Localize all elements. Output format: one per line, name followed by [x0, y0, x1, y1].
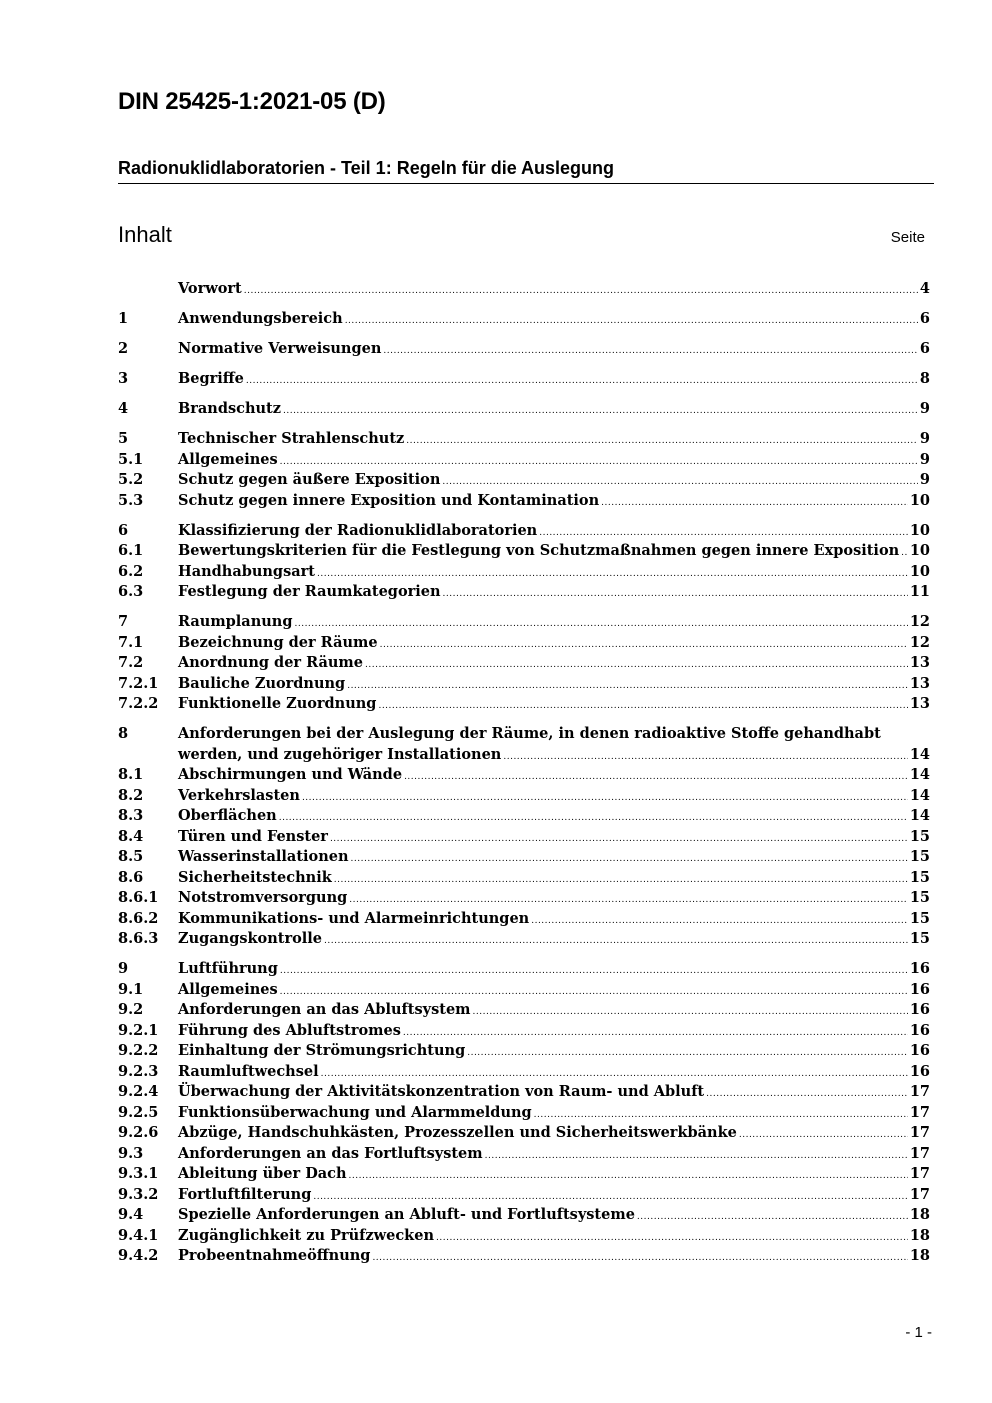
toc-entry-title: werden, und zugehöriger Installationen [178, 745, 502, 763]
toc-entry-title: Schutz gegen innere Exposition und Kontamination [178, 491, 600, 509]
toc-entry-number: 9.2.6 [118, 1124, 159, 1141]
toc-dot-leader [403, 1023, 908, 1044]
toc-entry-number: 4 [118, 400, 129, 417]
toc-entry-page: 18 [909, 1247, 930, 1264]
toc-entry[interactable] [118, 279, 930, 300]
toc-entry-page: 13 [909, 674, 930, 692]
toc-entry[interactable] [118, 1041, 930, 1062]
toc-dot-leader [345, 311, 918, 332]
toc-entry[interactable] [118, 1226, 930, 1247]
toc-entry[interactable] [118, 724, 930, 765]
toc-dot-leader [283, 401, 918, 422]
toc-entry-page: 17 [909, 1185, 930, 1203]
toc-entry-number: 7.2.1 [118, 674, 159, 692]
toc-entry-title: Technischer Strahlenschutz [178, 430, 405, 447]
toc-entry-page: 17 [909, 1083, 930, 1100]
toc-entry-title: Einhaltung der Strömungsrichtung [178, 1042, 466, 1059]
toc-entry-title: Überwachung der Aktivitätskonzentration von Raum- und Abluft [178, 1083, 705, 1100]
toc-entry-title: Klassifizierung der Radionuklidlaboratorien [178, 521, 538, 539]
toc-entry[interactable] [118, 450, 930, 471]
toc-entry[interactable] [118, 1103, 930, 1124]
toc-entry-page: 13 [909, 695, 930, 712]
toc-entry-title: Brandschutz [178, 400, 281, 417]
toc-entry-title: Sicherheitstechnik [178, 868, 332, 886]
toc-dot-leader [347, 676, 908, 697]
toc-dot-leader [280, 982, 908, 1003]
toc-dot-leader [280, 961, 908, 982]
toc-dot-leader [442, 472, 918, 493]
toc-dot-leader [901, 543, 908, 564]
toc-entry-title: Fortluftfilterung [178, 1185, 312, 1203]
toc-entry[interactable] [118, 369, 930, 390]
toc-entry[interactable] [118, 806, 930, 827]
toc-entry[interactable] [118, 1164, 930, 1185]
toc-entry-title: Bauliche Zuordnung [178, 674, 346, 692]
toc-entry-number: 7.2 [118, 654, 144, 671]
toc-dot-leader [637, 1207, 908, 1228]
toc-dot-leader [383, 341, 918, 362]
toc-entry-page: 8 [919, 370, 930, 387]
toc-dot-leader [404, 767, 908, 788]
toc-entry-page: 15 [909, 909, 930, 927]
toc-entry-page: 18 [909, 1206, 930, 1223]
toc-dot-leader [372, 1248, 907, 1269]
toc-entry-page: 17 [909, 1103, 930, 1121]
toc-entry-title: Allgemeines [178, 980, 278, 998]
toc-entry-title: Funktionsüberwachung und Alarmmeldung [178, 1103, 532, 1121]
toc-entry-title: Spezielle Anforderungen an Abluft- und Fortluftsysteme [178, 1206, 635, 1223]
toc-entry[interactable] [118, 1246, 930, 1267]
toc-dot-leader [601, 493, 908, 514]
toc-entry[interactable] [118, 765, 930, 786]
toc-entry-page: 17 [909, 1144, 930, 1162]
toc-entry-number: 9.4 [118, 1206, 144, 1223]
toc-entry[interactable] [118, 1205, 930, 1226]
toc-entry-title: Abschirmungen und Wände [178, 766, 403, 783]
toc-entry-page: 16 [909, 1021, 930, 1039]
toc-entry-title: Anforderungen bei der Auslegung der Räume, in denen radioaktive Stoffe gehandhabt [178, 725, 881, 742]
toc-entry-title: Normative Verweisungen [178, 340, 382, 357]
toc-entry-number: 8.3 [118, 807, 144, 824]
toc-entry-title: Begriffe [178, 370, 244, 387]
toc-entry[interactable] [118, 909, 930, 930]
toc-entry-page: 15 [909, 827, 930, 845]
toc-entry-title: Raumluftwechsel [178, 1062, 319, 1080]
toc-entry-title: Funktionelle Zuordnung [178, 695, 377, 712]
toc-entry[interactable] [118, 694, 930, 715]
toc-entry-page: 10 [909, 542, 930, 559]
toc-entry-number: 5.1 [118, 450, 144, 468]
toc-entry[interactable] [118, 541, 930, 562]
toc-entry[interactable] [118, 1144, 930, 1165]
toc-entry-number: 9.2.1 [118, 1021, 159, 1039]
toc-entry-title: Wasserinstallationen [178, 848, 349, 865]
toc-entry-title: Vorwort [178, 280, 242, 297]
toc-entry-page: 11 [909, 583, 930, 600]
toc-entry-page: 16 [909, 980, 930, 998]
toc-entry-title: Notstromversorgung [178, 889, 348, 906]
toc-entry-page: 9 [919, 400, 930, 417]
toc-dot-leader [539, 523, 908, 544]
toc-entry-number: 9.2.5 [118, 1103, 159, 1121]
toc-entry-number: 7.2.2 [118, 695, 159, 712]
toc-dot-leader [473, 1002, 908, 1023]
toc-entry-page: 18 [909, 1226, 930, 1244]
toc-entry-title: Raumplanung [178, 613, 293, 630]
toc-entry-page: 9 [919, 430, 930, 447]
toc-entry-page: 6 [919, 310, 930, 327]
toc-dot-leader [302, 788, 908, 809]
toc-entry[interactable] [118, 612, 930, 633]
toc-entry-number: 2 [118, 340, 129, 357]
toc-dot-leader [317, 564, 908, 585]
toc-entry-number: 1 [118, 310, 129, 327]
toc-dot-leader [334, 870, 908, 891]
toc-entry-title: Luftführung [178, 960, 278, 977]
toc-entry-page: 12 [909, 633, 930, 651]
toc-dot-leader [739, 1125, 908, 1146]
toc-dot-leader [294, 614, 907, 635]
toc-entry-page: 15 [909, 930, 930, 947]
toc-entry-number: 6.1 [118, 542, 144, 559]
toc-entry-title: Allgemeines [178, 450, 278, 468]
toc-entry-page: 14 [909, 807, 930, 824]
toc-dot-leader [503, 747, 907, 768]
toc-entry-number: 8.4 [118, 827, 144, 845]
toc-dot-leader [378, 696, 907, 717]
toc-entry-title: Kommunikations- und Alarmeinrichtungen [178, 909, 530, 927]
toc-entry-page: 16 [909, 1062, 930, 1080]
toc-dot-leader [324, 931, 908, 952]
toc-dot-leader [244, 281, 918, 302]
toc-entry-title: Schutz gegen äußere Exposition [178, 471, 441, 488]
toc-entry[interactable] [118, 399, 930, 420]
toc-entry-page: 17 [909, 1124, 930, 1141]
toc-entry-number: 9.3.1 [118, 1165, 159, 1182]
toc-entry-number: 9 [118, 960, 129, 977]
toc-entry[interactable] [118, 1185, 930, 1206]
toc-entry-number: 6 [118, 521, 129, 539]
toc-entry-title: Zugänglichkeit zu Prüfzwecken [178, 1226, 434, 1244]
table-of-contents [118, 279, 930, 1267]
toc-entry-page: 10 [909, 491, 930, 509]
toc-entry-number: 9.2.3 [118, 1062, 159, 1080]
toc-entry[interactable] [118, 653, 930, 674]
toc-entry-number: 5.3 [118, 491, 144, 509]
toc-dot-leader [467, 1043, 908, 1064]
toc-entry-title: Anordnung der Räume [178, 654, 363, 671]
toc-entry[interactable] [118, 827, 930, 848]
toc-entry-number: 8.2 [118, 786, 144, 804]
toc-entry[interactable] [118, 429, 930, 450]
toc-entry-page: 16 [909, 1001, 930, 1018]
toc-entry-page: 15 [909, 889, 930, 906]
toc-entry[interactable] [118, 1082, 930, 1103]
toc-entry-title: Verkehrslasten [178, 786, 300, 804]
toc-entry-page: 9 [919, 450, 930, 468]
toc-entry-number: 6.2 [118, 562, 144, 580]
toc-entry-page: 4 [919, 280, 930, 297]
page-number: - 1 - [905, 1324, 932, 1341]
toc-entry-number: 5 [118, 430, 129, 447]
toc-entry-number: 9.4.1 [118, 1226, 159, 1244]
toc-entry-page: 15 [909, 848, 930, 865]
toc-entry[interactable] [118, 847, 930, 868]
toc-entry-title: Türen und Fenster [178, 827, 328, 845]
toc-entry-number: 8.6.1 [118, 889, 159, 906]
toc-entry[interactable] [118, 980, 930, 1001]
toc-entry-title: Ableitung über Dach [178, 1165, 347, 1182]
toc-entry-page: 15 [909, 868, 930, 886]
toc-entry[interactable] [118, 1000, 930, 1021]
toc-entry-page: 10 [909, 562, 930, 580]
toc-entry-number: 3 [118, 370, 129, 387]
toc-entry-number: 9.2 [118, 1001, 144, 1018]
toc-dot-leader [380, 635, 908, 656]
toc-entry[interactable] [118, 339, 930, 360]
toc-entry-page: 14 [909, 786, 930, 804]
toc-entry-title: Führung des Abluftstromes [178, 1021, 401, 1039]
toc-entry-page: 6 [919, 340, 930, 357]
toc-entry-number: 7 [118, 613, 129, 630]
toc-entry[interactable] [118, 1021, 930, 1042]
toc-entry-page: 9 [919, 471, 930, 488]
toc-entry-number: 8.5 [118, 848, 144, 865]
toc-entry[interactable] [118, 868, 930, 889]
toc-dot-leader [406, 431, 918, 452]
toc-entry-title: Bezeichnung der Räume [178, 633, 378, 651]
toc-entry-number: 9.2.2 [118, 1042, 159, 1059]
toc-entry-number: 8.1 [118, 766, 144, 783]
toc-entry-number: 6.3 [118, 583, 144, 600]
toc-entry-number: 9.3 [118, 1144, 144, 1162]
toc-entry-title: Anforderungen an das Abluftsystem [178, 1001, 471, 1018]
toc-entry-page: 14 [909, 766, 930, 783]
toc-entry-number: 8.6.2 [118, 909, 159, 927]
toc-entry[interactable] [118, 1062, 930, 1083]
toc-entry[interactable] [118, 888, 930, 909]
toc-dot-leader [436, 1228, 908, 1249]
toc-heading: Inhalt [118, 222, 172, 247]
toc-entry-page: 10 [909, 521, 930, 539]
toc-entry[interactable] [118, 959, 930, 980]
toc-dot-leader [365, 655, 908, 676]
toc-entry[interactable] [118, 1123, 930, 1144]
toc-entry-page: 14 [909, 745, 930, 763]
toc-dot-leader [443, 584, 908, 605]
toc-dot-leader [280, 452, 918, 473]
toc-entry-page: 13 [909, 654, 930, 671]
toc-entry-number: 9.1 [118, 980, 144, 998]
toc-dot-leader [246, 371, 918, 392]
toc-entry[interactable] [118, 582, 930, 603]
toc-entry-title: Anwendungsbereich [178, 310, 343, 327]
toc-entry-number: 9.3.2 [118, 1185, 159, 1203]
toc-dot-leader [531, 911, 908, 932]
toc-dot-leader [534, 1105, 908, 1126]
toc-entry[interactable] [118, 470, 930, 491]
toc-entry-page: 16 [909, 1042, 930, 1059]
toc-entry-title: Zugangskontrolle [178, 930, 323, 947]
toc-dot-leader [349, 890, 908, 911]
document-title: Radionuklidlaboratorien - Teil 1: Regeln für die Auslegung [118, 158, 934, 184]
toc-dot-leader [330, 829, 908, 850]
toc-dot-leader [279, 808, 908, 829]
toc-entry-number: 9.4.2 [118, 1247, 159, 1264]
toc-entry-title: Oberflächen [178, 807, 277, 824]
toc-dot-leader [485, 1146, 908, 1167]
toc-entry-title: Probeentnahmeöffnung [178, 1247, 371, 1264]
toc-entry-number: 8.6.3 [118, 930, 159, 947]
toc-entry-title: Bewertungskriterien für die Festlegung von Schutzmaßnahmen gegen innere Exposition [178, 542, 900, 559]
toc-entry-title: Festlegung der Raumkategorien [178, 583, 441, 600]
toc-entry-number: 7.1 [118, 633, 144, 651]
toc-entry[interactable] [118, 786, 930, 807]
toc-entry[interactable] [118, 521, 930, 542]
toc-entry[interactable] [118, 633, 930, 654]
toc-entry[interactable] [118, 562, 930, 583]
toc-entry[interactable] [118, 674, 930, 695]
toc-entry-number: 9.2.4 [118, 1083, 159, 1100]
toc-dot-leader [351, 849, 908, 870]
toc-entry-title: Anforderungen an das Fortluftsystem [178, 1144, 483, 1162]
toc-dot-leader [313, 1187, 907, 1208]
toc-entry-title: Handhabungsart [178, 562, 315, 580]
toc-dot-leader [321, 1064, 908, 1085]
toc-entry-page: 17 [909, 1165, 930, 1182]
toc-page-column-label: Seite [890, 229, 925, 246]
toc-entry-number: 5.2 [118, 471, 144, 488]
toc-entry-page: 16 [909, 960, 930, 977]
toc-entry-number: 8.6 [118, 868, 144, 886]
toc-dot-leader [706, 1084, 908, 1105]
toc-entry-number: 8 [118, 725, 129, 742]
toc-entry-title: Abzüge, Handschuhkästen, Prozesszellen und Sicherheitswerkbänke [178, 1124, 737, 1141]
toc-entry[interactable] [118, 491, 930, 512]
toc-entry[interactable] [118, 929, 930, 950]
document-id: DIN 25425-1:2021-05 (D) [118, 88, 386, 115]
toc-entry[interactable] [118, 309, 930, 330]
toc-dot-leader [349, 1166, 908, 1187]
toc-entry-page: 12 [909, 613, 930, 630]
